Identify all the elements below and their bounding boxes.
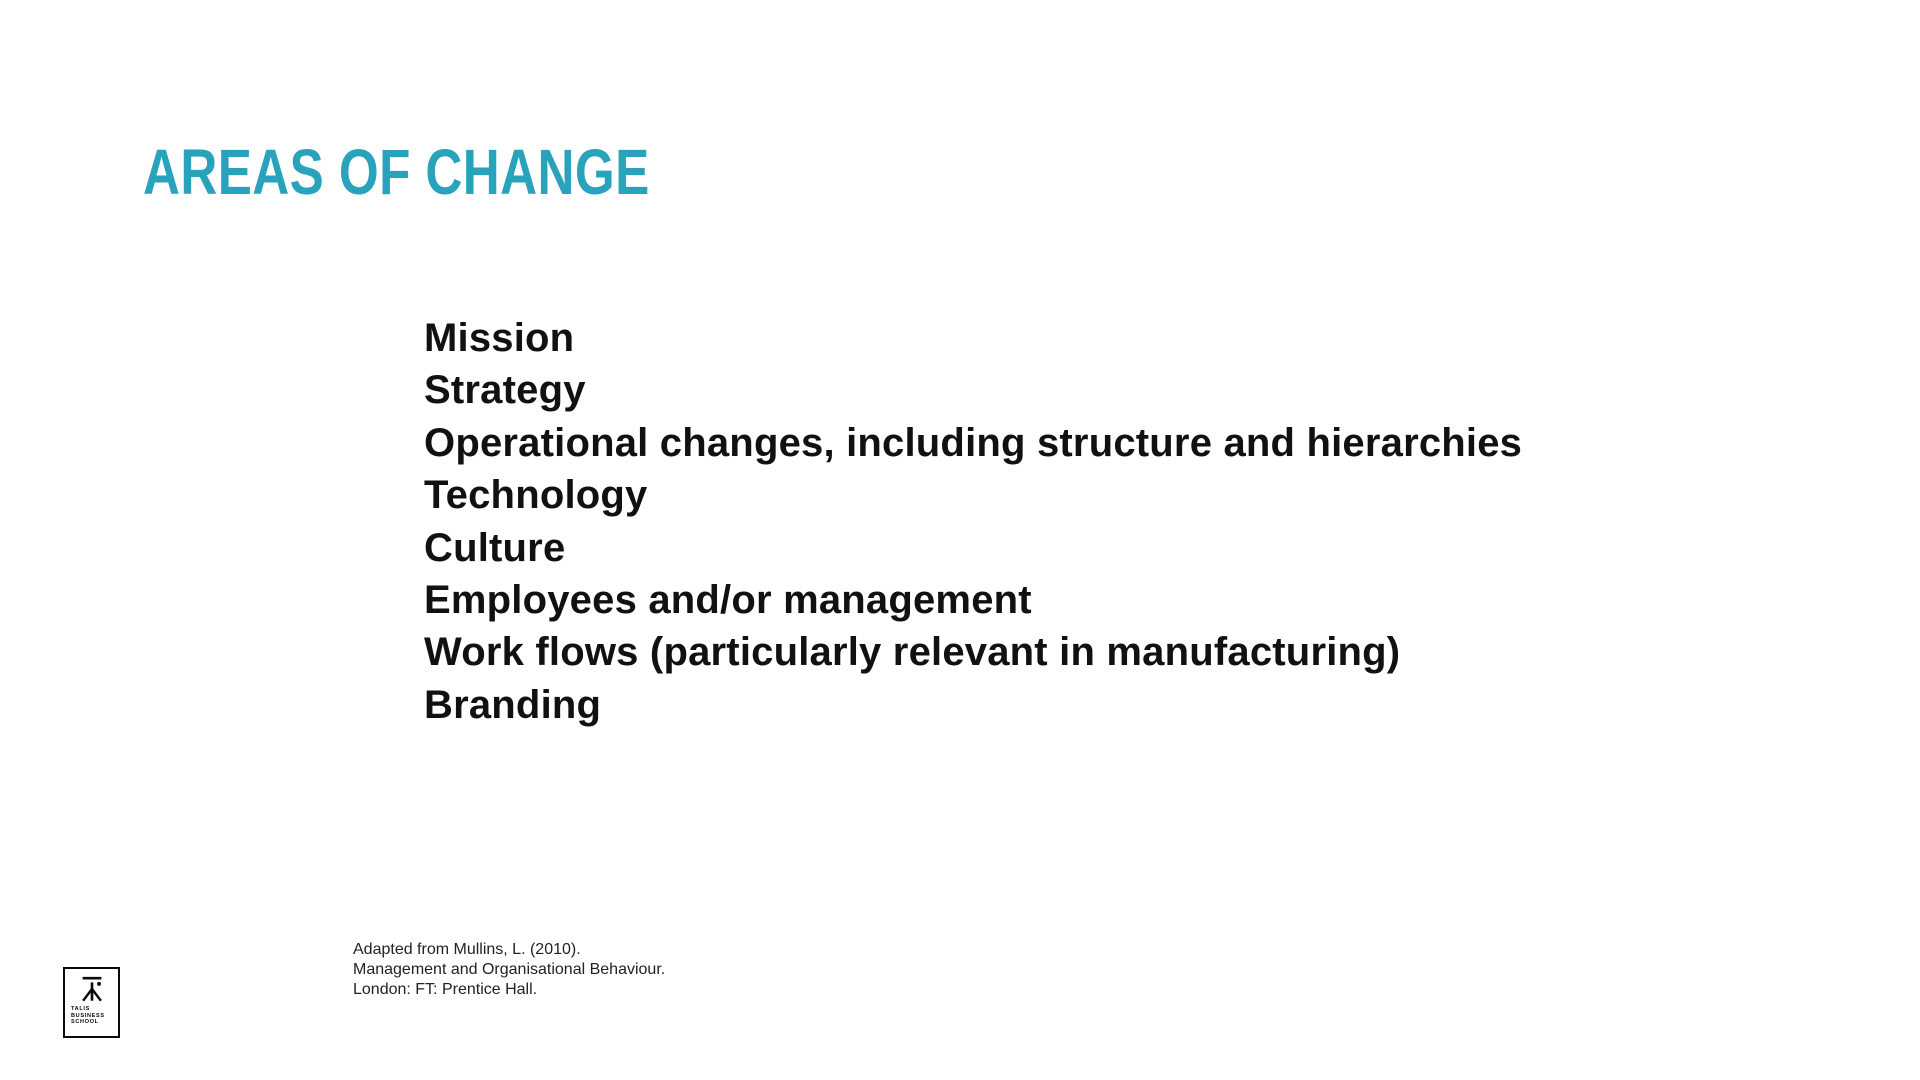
citation-line: Adapted from Mullins, L. (2010). [353, 941, 581, 958]
change-area-item: Strategy [424, 368, 586, 413]
change-area-item: Employees and/or management [424, 578, 1032, 623]
logo-wordmark [71, 1006, 118, 1026]
citation-line: Management and Organisational Behaviour. [353, 961, 666, 978]
change-area-item: Branding [424, 682, 602, 727]
citation [353, 940, 665, 1000]
change-area-item: Operational changes, including structure and hierarchies [424, 420, 1523, 465]
change-area-item: Culture [424, 525, 566, 570]
citation-line: London: FT: Prentice Hall. [353, 981, 538, 998]
talis-business-school-logo [63, 967, 120, 1038]
talis-logo-symbol-icon [75, 974, 109, 1004]
change-area-item: Technology [424, 473, 648, 518]
change-area-item: Work flows (particularly relevant in manufacturing) [424, 630, 1401, 675]
logo-line: BUSINESS [71, 1012, 105, 1019]
change-area-item: Mission [424, 316, 575, 360]
areas-of-change-list [424, 312, 1522, 731]
logo-line: TALIS [71, 1006, 90, 1012]
logo-line: SCHOOL [71, 1019, 99, 1025]
slide-title: AREAS OF CHANGE [143, 136, 650, 208]
